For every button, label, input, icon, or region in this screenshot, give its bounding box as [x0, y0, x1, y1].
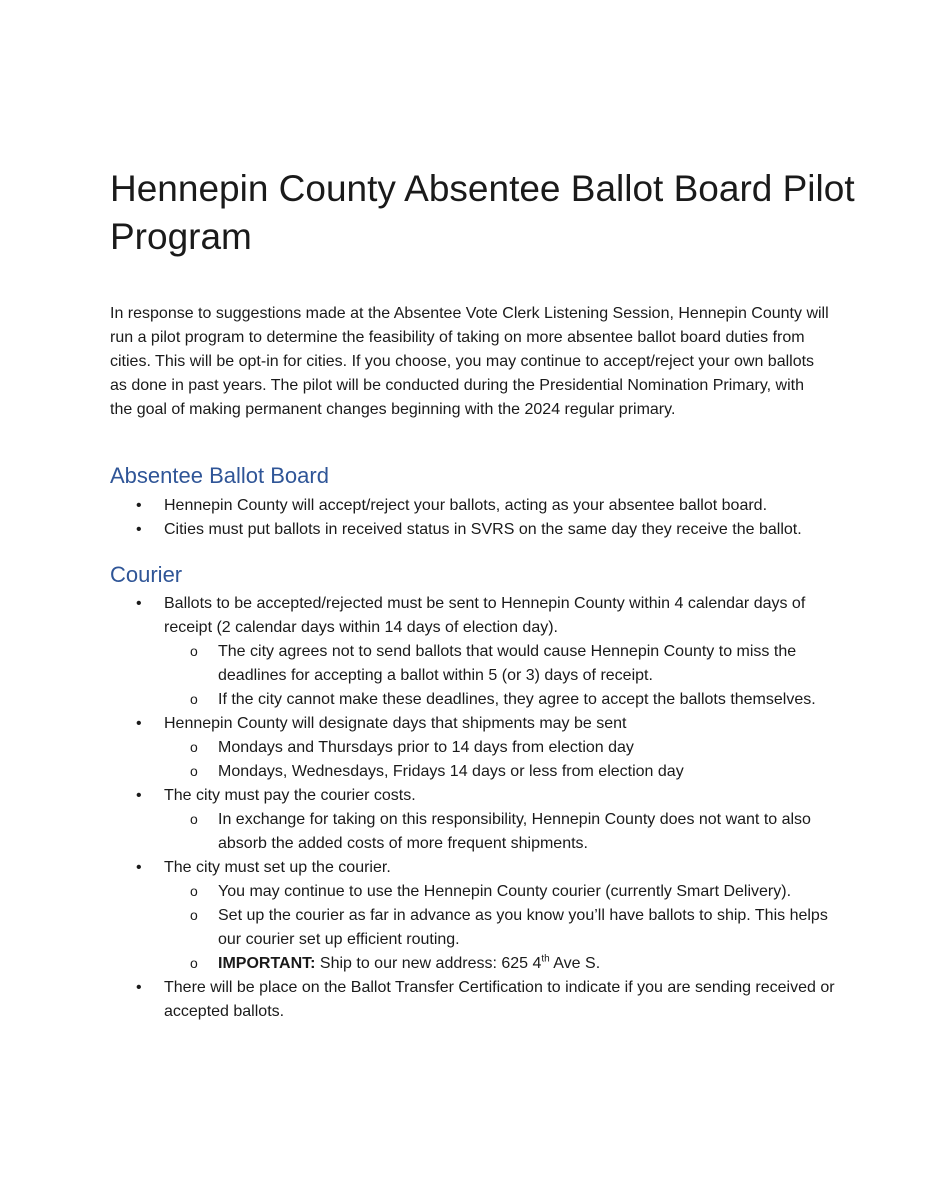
sub-list-item: o In exchange for taking on this responsibility, Hennepin County does not want to also absorb the added costs of more frequent shipments. — [110, 808, 850, 856]
bullet-icon: • — [136, 787, 142, 804]
sub-list-item-important-address — [110, 952, 850, 976]
ordinal-suffix: th — [541, 953, 550, 965]
sub-list-item: o Mondays, Wednesdays, Fridays 14 days or less from election day — [110, 760, 850, 784]
address-text: Ship to our new address: 625 4 — [315, 955, 542, 972]
absentee-ballot-board-list — [110, 494, 850, 542]
circle-bullet-icon: o — [190, 811, 198, 827]
bullet-icon: • — [136, 595, 142, 612]
circle-bullet-icon: o — [190, 955, 198, 971]
list-item: • The city must pay the courier costs. — [110, 784, 850, 808]
list-item: • Ballots to be accepted/rejected must be sent to Hennepin County within 4 calendar days of receipt (2 calendar days within 14 days of election day). — [110, 592, 850, 640]
page-title: Hennepin County Absentee Ballot Board Pilot Program — [110, 168, 855, 257]
circle-bullet-icon: o — [190, 763, 198, 779]
list-item: • Hennepin County will designate days that shipments may be sent — [110, 712, 850, 736]
bullet-icon: • — [136, 521, 142, 538]
circle-bullet-icon: o — [190, 643, 198, 659]
section-heading-absentee-ballot-board: Absentee Ballot Board — [110, 463, 329, 488]
sub-list-item: o The city agrees not to send ballots that would cause Hennepin County to miss the deadlines for accepting a ballot within 5 (or 3) days of receipt. — [110, 640, 850, 688]
sub-list-item: o If the city cannot make these deadlines, they agree to accept the ballots themselves. — [110, 688, 850, 712]
bullet-icon: • — [136, 497, 142, 514]
address-street: Ave S. — [549, 955, 601, 972]
important-label: IMPORTANT: — [218, 955, 316, 972]
circle-bullet-icon: o — [190, 739, 198, 755]
sub-list-item: o Mondays and Thursdays prior to 14 days from election day — [110, 736, 850, 760]
list-item: • Cities must put ballots in received status in SVRS on the same day they receive the ballot. — [110, 518, 850, 542]
circle-bullet-icon: o — [190, 691, 198, 707]
list-item: • There will be place on the Ballot Transfer Certification to indicate if you are sending received or accepted ballots. — [110, 976, 850, 1024]
courier-list — [110, 592, 850, 1024]
intro-paragraph: In response to suggestions made at the Absentee Vote Clerk Listening Session, Hennepin County will run a pilot program to determine the feasibility of taking on more absentee ballot board duties from cities. This will be opt-in for cities. If you choose, you may continue to accept/reject your own ballots as done in past years. The pilot will be conducted during the Presidential Nomination Primary, with the goal of making permanent changes beginning with the 2024 regular primary. — [110, 305, 829, 418]
sub-list-item: o Set up the courier as far in advance as you know you’ll have ballots to ship. This helps our courier set up efficient routing. — [110, 904, 850, 952]
bullet-icon: • — [136, 979, 142, 996]
section-heading-courier: Courier — [110, 562, 183, 587]
list-item: • Hennepin County will accept/reject your ballots, acting as your absentee ballot board. — [110, 494, 850, 518]
circle-bullet-icon: o — [190, 907, 198, 923]
bullet-icon: • — [136, 859, 142, 876]
sub-list-item: o You may continue to use the Hennepin County courier (currently Smart Delivery). — [110, 880, 850, 904]
bullet-icon: • — [136, 715, 142, 732]
list-item: • The city must set up the courier. — [110, 856, 850, 880]
circle-bullet-icon: o — [190, 883, 198, 899]
